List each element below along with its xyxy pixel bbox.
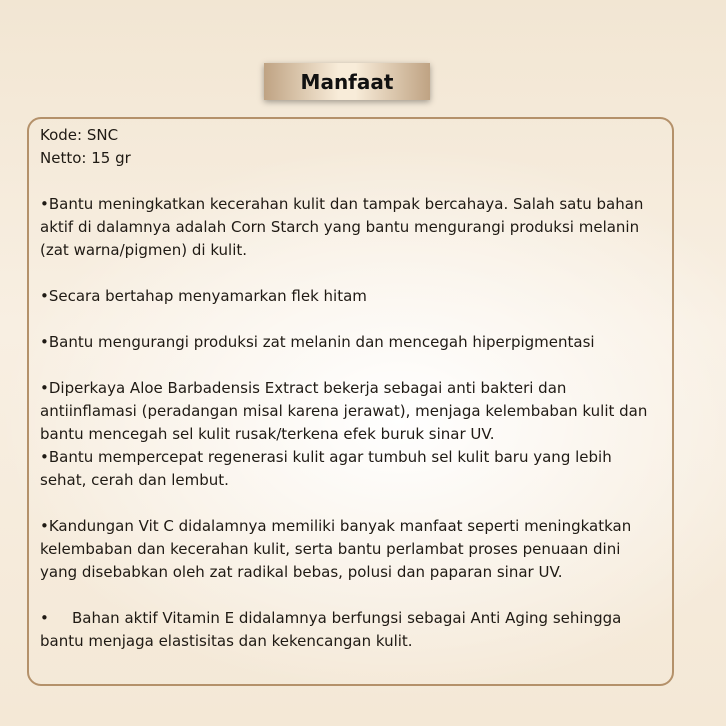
product-netto: Netto: 15 gr — [40, 149, 131, 167]
bullet-7-text: Bahan aktif Vitamin E didalamnya berfungsi sebagai Anti Aging sehingga — [72, 609, 622, 627]
page-title: Manfaat — [300, 69, 394, 94]
bullet-4-line-3: bantu mencegah sel kulit rusak/terkena efek buruk sinar UV. — [40, 425, 495, 443]
bullet-7-line-1 — [40, 607, 662, 630]
bullet-1-line-3: (zat warna/pigmen) di kulit. — [40, 241, 248, 259]
bullet-7-marker: • — [40, 609, 49, 627]
bullet-6-line-3: yang disebabkan oleh zat radikal bebas, polusi dan paparan sinar UV. — [40, 563, 563, 581]
description-box — [27, 117, 674, 686]
bullet-3: •Bantu mengurangi produksi zat melanin dan mencegah hiperpigmentasi — [40, 333, 595, 351]
title-badge — [264, 63, 430, 100]
bullet-6-line-2: kelembaban dan kecerahan kulit, serta bantu perlambat proses penuaan dini — [40, 540, 621, 558]
bullet-2: •Secara bertahap menyamarkan flek hitam — [40, 287, 367, 305]
product-code: Kode: SNC — [40, 126, 119, 144]
bullet-1-line-1: •Bantu meningkatkan kecerahan kulit dan tampak bercahaya. Salah satu bahan — [40, 195, 644, 213]
bullet-4-line-1: •Diperkaya Aloe Barbadensis Extract bekerja sebagai anti bakteri dan — [40, 379, 567, 397]
bullet-5-line-2: sehat, cerah dan lembut. — [40, 471, 229, 489]
bullet-5-line-1: •Bantu mempercepat regenerasi kulit agar tumbuh sel kulit baru yang lebih — [40, 448, 612, 466]
bullet-7-line-2: bantu menjaga elastisitas dan kekencangan kulit. — [40, 632, 413, 650]
bullet-6-line-1: •Kandungan Vit C didalamnya memiliki banyak manfaat seperti meningkatkan — [40, 517, 632, 535]
bullet-1-line-2: aktif di dalamnya adalah Corn Starch yang bantu mengurangi produksi melanin — [40, 218, 640, 236]
bullet-4-line-2: antiinflamasi (peradangan misal karena jerawat), menjaga kelembaban kulit dan — [40, 402, 648, 420]
